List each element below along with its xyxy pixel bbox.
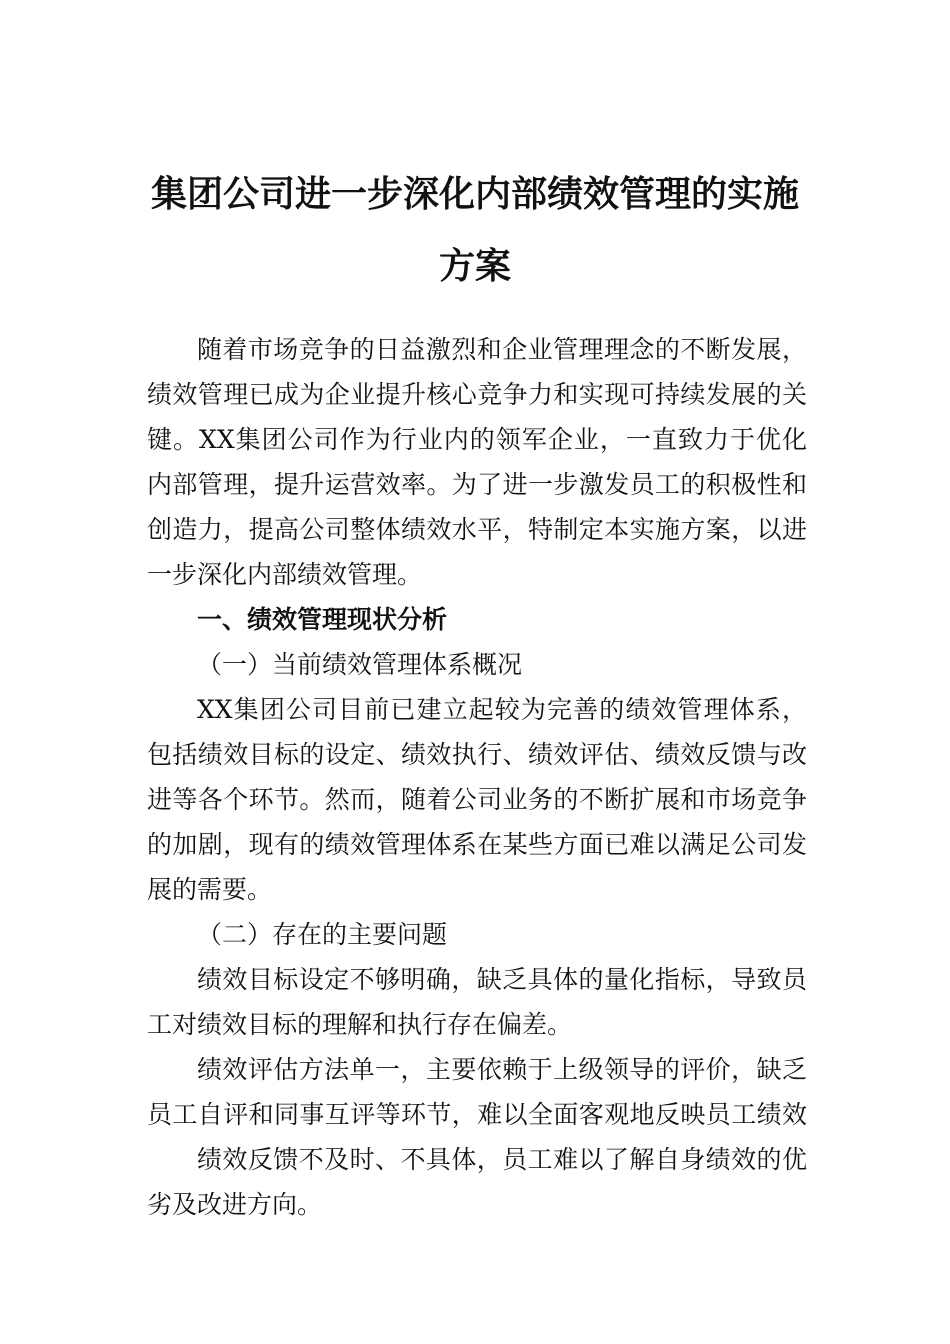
subsection-heading: （二）存在的主要问题	[197, 920, 448, 949]
paragraph-line: 的加剧，现有的绩效管理体系在某些方面已难以满足公司发	[147, 830, 807, 859]
paragraph-line: 工对绩效目标的理解和执行存在偏差。	[147, 1010, 573, 1039]
paragraph-line: 绩效评估方法单一，主要依赖于上级领导的评价，缺乏	[197, 1055, 807, 1084]
intro-line: 内部管理，提升运营效率。为了进一步激发员工的积极性和	[147, 470, 807, 499]
paragraph-line: XX集团公司目前已建立起较为完善的绩效管理体系，	[197, 695, 807, 724]
intro-line: 创造力，提高公司整体绩效水平，特制定本实施方案，以进	[147, 515, 807, 544]
paragraph-line: 员工自评和同事互评等环节，难以全面客观地反映员工绩效	[147, 1100, 807, 1129]
section-heading: 一、绩效管理现状分析	[197, 605, 448, 634]
intro-line: 键。XX集团公司作为行业内的领军企业，一直致力于优化	[147, 425, 807, 454]
document-title	[120, 158, 830, 302]
title-line-1: 集团公司进一步深化内部绩效管理的实施	[150, 173, 799, 215]
paragraph-line: 绩效反馈不及时、不具体，员工难以了解自身绩效的优	[197, 1145, 807, 1174]
intro-line: 一步深化内部绩效管理。	[147, 560, 423, 589]
paragraph-line: 绩效目标设定不够明确，缺乏具体的量化指标，导致员	[197, 965, 807, 994]
title-line-2: 方案	[438, 245, 511, 287]
paragraph-line: 包括绩效目标的设定、绩效执行、绩效评估、绩效反馈与改	[147, 740, 807, 769]
intro-line: 绩效管理已成为企业提升核心竞争力和实现可持续发展的关	[147, 380, 807, 409]
subsection-heading: （一）当前绩效管理体系概况	[197, 650, 523, 679]
paragraph-line: 进等各个环节。然而，随着公司业务的不断扩展和市场竞争	[147, 785, 807, 814]
intro-line: 随着市场竞争的日益激烈和企业管理理念的不断发展，	[197, 335, 807, 364]
paragraph-line: 劣及改进方向。	[147, 1190, 323, 1219]
paragraph-line: 展的需要。	[147, 875, 273, 904]
